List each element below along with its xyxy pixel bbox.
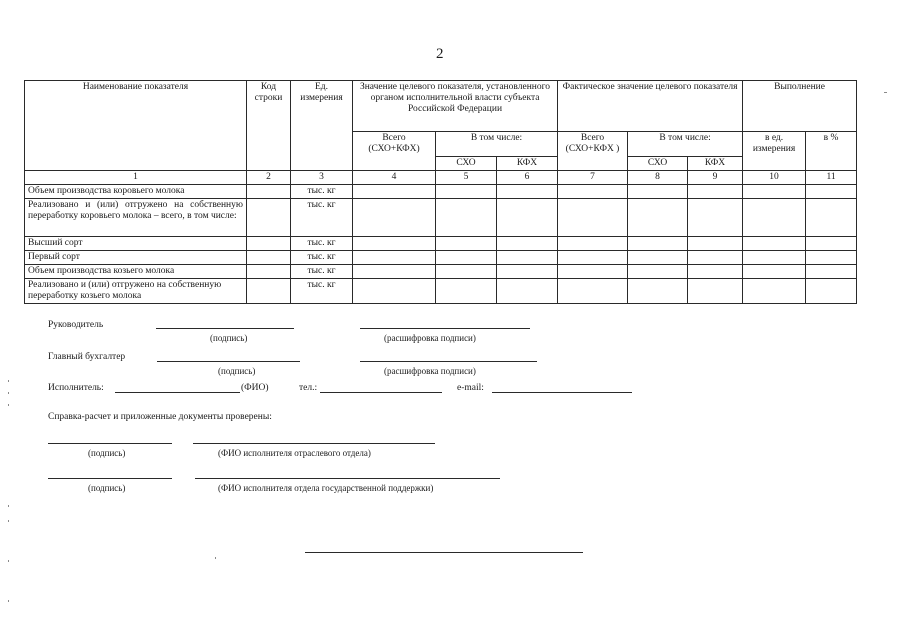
value-cell[interactable] [436, 265, 497, 279]
executor-fio-caption: (ФИО) [241, 383, 269, 393]
value-cell[interactable] [497, 279, 558, 304]
unit-cell: тыс. кг [291, 279, 353, 304]
table-row [25, 251, 857, 265]
column-number: 6 [497, 171, 558, 185]
checker1-signature-caption: (подпись) [88, 448, 126, 458]
value-cell[interactable] [628, 237, 688, 251]
unit-cell: тыс. кг [291, 251, 353, 265]
checked-text: Справка-расчет и приложенные документы проверены: [48, 412, 272, 422]
value-cell[interactable] [628, 251, 688, 265]
value-cell[interactable] [353, 265, 436, 279]
phone-line[interactable] [320, 392, 442, 393]
unit-cell: тыс. кг [291, 237, 353, 251]
value-cell[interactable] [688, 199, 743, 237]
header-code: Код строки [247, 81, 291, 171]
column-number: 2 [247, 171, 291, 185]
value-cell[interactable] [497, 237, 558, 251]
email-line[interactable] [492, 392, 632, 393]
value-cell[interactable] [436, 279, 497, 304]
column-number: 3 [291, 171, 353, 185]
checker2-fio-line[interactable] [195, 478, 500, 479]
executor-label: Исполнитель: [48, 383, 104, 393]
code-cell[interactable] [247, 279, 291, 304]
checker1-fio-line[interactable] [193, 443, 435, 444]
header-incl-target: В том числе: [436, 132, 558, 157]
value-cell[interactable] [688, 185, 743, 199]
head-signature-caption: (подпись) [210, 333, 248, 343]
email-label: e-mail: [457, 383, 484, 393]
value-cell[interactable] [743, 199, 806, 237]
value-cell[interactable] [628, 185, 688, 199]
header-kfh-actual: КФХ [688, 157, 743, 171]
column-number: 11 [806, 171, 857, 185]
header-target: Значение целевого показателя, установленного органом исполнительной власти субъекта Российской Федерации [353, 81, 558, 132]
scan-speck [8, 380, 9, 382]
value-cell[interactable] [628, 265, 688, 279]
header-incl-actual: В том числе: [628, 132, 743, 157]
value-cell[interactable] [436, 251, 497, 265]
scan-speck [215, 557, 216, 559]
value-cell[interactable] [353, 237, 436, 251]
accountant-signature-caption: (подпись) [218, 366, 256, 376]
table-row [25, 265, 857, 279]
unit-cell: тыс. кг [291, 265, 353, 279]
table-row [25, 237, 857, 251]
column-number: 4 [353, 171, 436, 185]
indicator-table [24, 80, 857, 304]
value-cell[interactable] [436, 237, 497, 251]
value-cell[interactable] [497, 199, 558, 237]
column-number: 8 [628, 171, 688, 185]
value-cell[interactable] [353, 185, 436, 199]
page-number: 2 [436, 46, 444, 62]
table-row [25, 199, 857, 237]
code-cell[interactable] [247, 237, 291, 251]
row-label: Реализовано и (или) отгружено на собственную переработку коровьего молока – всего, в том числе: [25, 199, 247, 237]
head-label: Руководитель [48, 320, 104, 330]
value-cell[interactable] [688, 265, 743, 279]
row-label: Объем производства козьего молока [25, 265, 247, 279]
table-row [25, 279, 857, 304]
value-cell[interactable] [628, 279, 688, 304]
column-number: 1 [25, 171, 247, 185]
value-cell[interactable] [558, 279, 628, 304]
unit-cell: тыс. кг [291, 199, 353, 237]
header-total-target: Всего (СХО+КФХ) [353, 132, 436, 171]
value-cell[interactable] [497, 265, 558, 279]
header-kfh: КФХ [497, 157, 558, 171]
code-cell[interactable] [247, 199, 291, 237]
value-cell[interactable] [558, 237, 628, 251]
value-cell[interactable] [688, 251, 743, 265]
value-cell[interactable] [743, 265, 806, 279]
column-number: 7 [558, 171, 628, 185]
row-label: Объем производства коровьего молока [25, 185, 247, 199]
scan-speck [8, 505, 9, 507]
bottom-line [305, 552, 583, 553]
header-name: Наименование показателя [25, 81, 247, 171]
value-cell[interactable] [688, 237, 743, 251]
value-cell[interactable] [743, 237, 806, 251]
accountant-decoding-line[interactable] [360, 361, 537, 362]
column-number: 10 [743, 171, 806, 185]
value-cell[interactable] [743, 251, 806, 265]
table-row [25, 185, 857, 199]
value-cell[interactable] [497, 185, 558, 199]
scan-speck [8, 404, 9, 406]
value-cell[interactable] [806, 279, 857, 304]
accountant-decoding-caption: (расшифровка подписи) [384, 366, 476, 376]
head-decoding-line[interactable] [360, 328, 530, 329]
value-cell[interactable] [558, 265, 628, 279]
value-cell[interactable] [436, 199, 497, 237]
value-cell[interactable] [806, 199, 857, 237]
header-in-units: в ед. измерения [743, 132, 806, 171]
scan-speck [8, 392, 9, 394]
value-cell[interactable] [743, 279, 806, 304]
phone-label: тел.: [299, 383, 318, 393]
value-cell[interactable] [558, 185, 628, 199]
value-cell[interactable] [353, 251, 436, 265]
checker1-signature-line[interactable] [48, 443, 172, 444]
support-fio-caption: (ФИО исполнителя отдела государственной поддержки) [218, 483, 434, 493]
column-number: 9 [688, 171, 743, 185]
value-cell[interactable] [558, 251, 628, 265]
head-decoding-caption: (расшифровка подписи) [384, 333, 476, 343]
value-cell[interactable] [628, 199, 688, 237]
accountant-signature-line[interactable] [157, 361, 300, 362]
executor-fio-line[interactable] [115, 392, 240, 393]
value-cell[interactable] [806, 237, 857, 251]
checker2-signature-line[interactable] [48, 478, 172, 479]
header-sho-actual: СХО [628, 157, 688, 171]
row-label: Высший сорт [25, 237, 247, 251]
header-total-actual: Всего (СХО+КФХ ) [558, 132, 628, 171]
row-label: Реализовано и (или) отгружено на собственную переработку козьего молока [25, 279, 247, 304]
code-cell[interactable] [247, 251, 291, 265]
value-cell[interactable] [497, 251, 558, 265]
row-label: Первый сорт [25, 251, 247, 265]
scan-speck [8, 600, 9, 602]
checker2-signature-caption: (подпись) [88, 483, 126, 493]
value-cell[interactable] [688, 279, 743, 304]
value-cell[interactable] [806, 185, 857, 199]
value-cell[interactable] [806, 265, 857, 279]
branch-fio-caption: (ФИО исполнителя отраслевого отдела) [218, 448, 371, 458]
value-cell[interactable] [558, 199, 628, 237]
header-execution: Выполнение [743, 81, 857, 132]
value-cell[interactable] [743, 185, 806, 199]
value-cell[interactable] [806, 251, 857, 265]
header-row-1 [25, 81, 857, 132]
value-cell[interactable] [436, 185, 497, 199]
scan-speck [8, 560, 9, 562]
value-cell[interactable] [353, 279, 436, 304]
header-sho: СХО [436, 157, 497, 171]
header-in-percent: в % [806, 132, 857, 171]
header-actual: Фактическое значение целевого показателя [558, 81, 743, 132]
chief-accountant-label: Главный бухгалтер [48, 352, 126, 362]
column-number: 5 [436, 171, 497, 185]
code-cell[interactable] [247, 265, 291, 279]
scan-speck [8, 520, 9, 522]
scan-speck [884, 92, 887, 93]
head-signature-line[interactable] [156, 328, 294, 329]
code-cell[interactable] [247, 185, 291, 199]
column-number-row [25, 171, 857, 185]
value-cell[interactable] [353, 199, 436, 237]
header-unit: Ед. измерения [291, 81, 353, 171]
unit-cell: тыс. кг [291, 185, 353, 199]
